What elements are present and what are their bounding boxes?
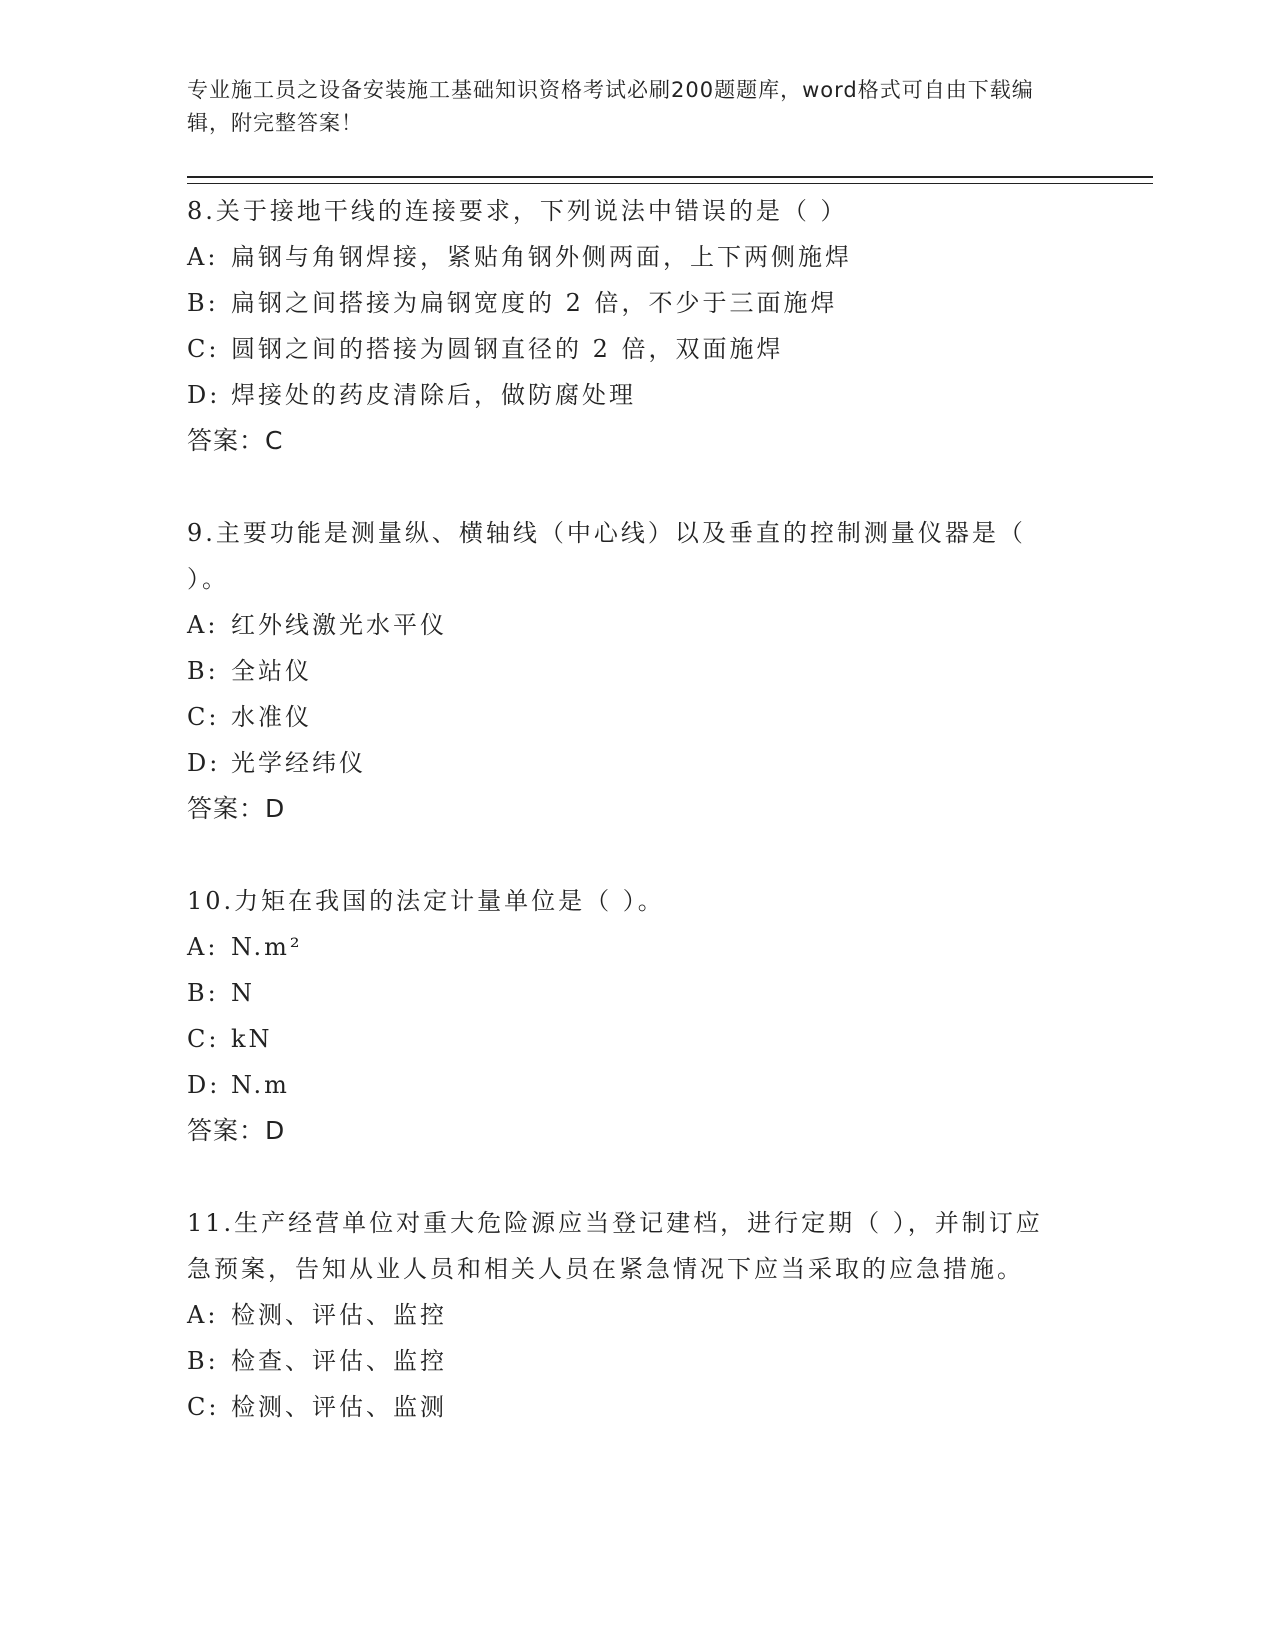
answer-line: 答案：D <box>187 794 286 823</box>
option-text: N.m² <box>231 933 303 961</box>
option-a <box>187 924 1067 970</box>
question-text: 8.关于接地干线的连接要求，下列说法中错误的是（ ） <box>187 197 848 225</box>
question-10 <box>187 878 1067 1154</box>
option-letter: A: <box>187 1301 219 1329</box>
option-text: 焊接处的药皮清除后，做防腐处理 <box>231 381 636 409</box>
question-text: 11.生产经营单位对重大危险源应当登记建档，进行定期（ ），并制订应急预案，告知从业人员和相关人员在紧急情况下应当采取的应急措施。 <box>187 1209 1043 1283</box>
option-c <box>187 1016 1067 1062</box>
option-text: 红外线激光水平仪 <box>231 611 447 639</box>
option-text: N <box>231 979 255 1007</box>
option-d <box>187 372 1067 418</box>
question-11 <box>187 1200 1067 1430</box>
option-text: 全站仪 <box>231 657 312 685</box>
option-text: 扁钢之间搭接为扁钢宽度的 2 倍，不少于三面施焊 <box>231 289 838 317</box>
header-rule-thin <box>187 183 1153 184</box>
answer-line: 答案：C <box>187 426 284 455</box>
option-c <box>187 1384 1067 1430</box>
question-8 <box>187 188 1067 464</box>
option-a <box>187 1292 1067 1338</box>
option-letter: C: <box>187 1393 220 1421</box>
header-text: 专业施工员之设备安装施工基础知识资格考试必刷200题题库，word格式可自由下载编辑，附完整答案！ <box>187 78 1034 135</box>
option-letter: A: <box>187 611 219 639</box>
option-letter: A: <box>187 933 219 961</box>
option-text: 检查、评估、监控 <box>231 1347 447 1375</box>
question-9 <box>187 510 1067 832</box>
option-b <box>187 1338 1067 1384</box>
option-text: 扁钢与角钢焊接，紧贴角钢外侧两面，上下两侧施焊 <box>231 243 852 271</box>
question-text: 10.力矩在我国的法定计量单位是（ ）。 <box>187 887 665 915</box>
option-letter: D: <box>187 381 221 409</box>
option-letter: A: <box>187 243 219 271</box>
option-letter: C: <box>187 1025 220 1053</box>
option-c <box>187 326 1067 372</box>
option-text: kN <box>231 1025 273 1053</box>
option-letter: C: <box>187 703 220 731</box>
option-a <box>187 602 1067 648</box>
question-spacer <box>187 1154 1067 1200</box>
option-text: 水准仪 <box>231 703 312 731</box>
option-b <box>187 280 1067 326</box>
option-letter: C: <box>187 335 220 363</box>
option-c <box>187 694 1067 740</box>
document-header <box>187 74 1067 140</box>
option-letter: D: <box>187 1071 221 1099</box>
question-list <box>187 188 1067 1430</box>
option-b <box>187 648 1067 694</box>
option-text: 圆钢之间的搭接为圆钢直径的 2 倍，双面施焊 <box>231 335 784 363</box>
option-b <box>187 970 1067 1016</box>
question-spacer <box>187 832 1067 878</box>
option-text: 检测、评估、监测 <box>231 1393 447 1421</box>
question-spacer <box>187 464 1067 510</box>
answer-line: 答案：D <box>187 1116 286 1145</box>
option-letter: B: <box>187 979 219 1007</box>
option-letter: B: <box>187 657 219 685</box>
option-d <box>187 740 1067 786</box>
option-text: 光学经纬仪 <box>231 749 366 777</box>
option-text: 检测、评估、监控 <box>231 1301 447 1329</box>
question-text: 9.主要功能是测量纵、横轴线（中心线）以及垂直的控制测量仪器是（ ）。 <box>187 519 1026 593</box>
option-letter: B: <box>187 1347 219 1375</box>
option-text: N.m <box>231 1071 290 1099</box>
header-rule-thick <box>187 176 1153 178</box>
option-a <box>187 234 1067 280</box>
option-letter: B: <box>187 289 219 317</box>
option-letter: D: <box>187 749 221 777</box>
option-d <box>187 1062 1067 1108</box>
